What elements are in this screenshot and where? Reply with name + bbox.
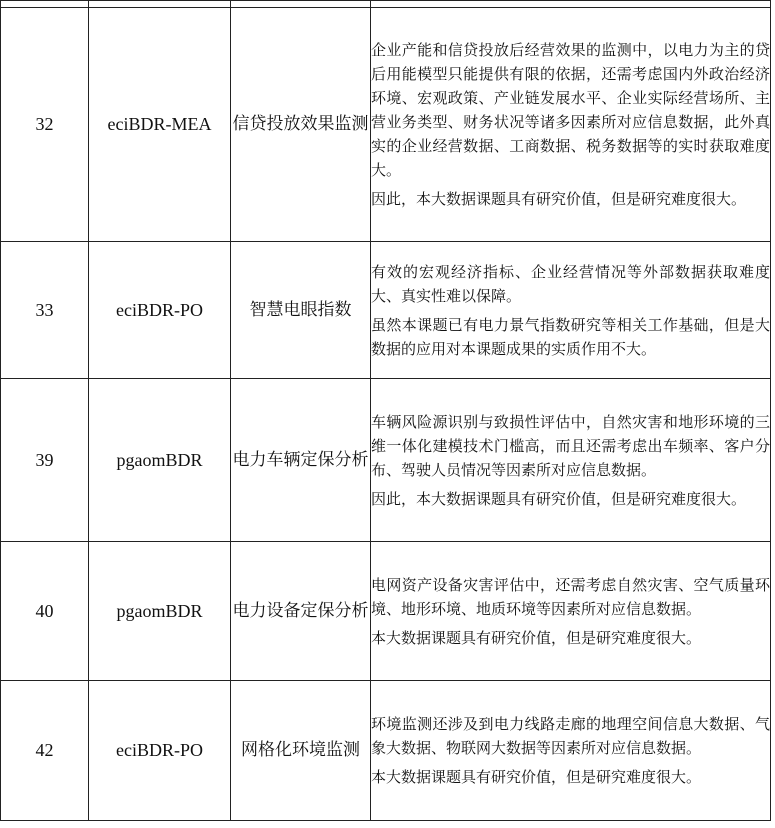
table-row: [1, 681, 771, 821]
topic-name: 信贷投放效果监测: [231, 8, 371, 242]
description-paragraph: 车辆风险源识别与致损性评估中，自然灾害和地形环境的三维一体化建模技术门槛高，而且还需考虑出车频率、客户分布、驾驶人员情况等因素所对应信息数据。: [371, 412, 770, 479]
topic-code: pgaomBDR: [89, 379, 231, 542]
row-number: 32: [1, 8, 89, 242]
topic-description: [371, 242, 771, 379]
table-row: [1, 8, 771, 242]
description-paragraph: 本大数据课题具有研究价值，但是研究难度很大。: [371, 628, 702, 647]
description-paragraph: 因此，本大数据课题具有研究价值，但是研究难度很大。: [371, 489, 747, 508]
topic-name: 电力车辆定保分析: [231, 379, 371, 542]
topic-name: 电力设备定保分析: [231, 542, 371, 681]
topic-code: pgaomBDR: [89, 542, 231, 681]
topic-name: 智慧电眼指数: [231, 242, 371, 379]
topic-description: [371, 8, 771, 242]
description-paragraph: 电网资产设备灾害评估中，还需考虑自然灾害、空气质量环境、地形环境、地质环境等因素所对应信息数据。: [371, 575, 770, 618]
topic-code: eciBDR-PO: [89, 681, 231, 821]
description-paragraph: 企业产能和信贷投放后经营效果的监测中，以电力为主的贷后用能模型只能提供有限的依据，还需考虑国内外政治经济环境、宏观政策、产业链发展水平、企业实际经营场所、主营业务类型、财务状况等诸多因素所对应信息数据，此外真实的企业经营数据、工商数据、税务数据等的实时获取难度大。: [371, 41, 770, 179]
description-paragraph: 本大数据课题具有研究价值，但是研究难度很大。: [371, 768, 702, 786]
description-paragraph: 环境监测还涉及到电力线路走廊的地理空间信息大数据、气象大数据、物联网大数据等因素所对应信息数据。: [371, 715, 770, 757]
description-paragraph: 因此，本大数据课题具有研究价值，但是研究难度很大。: [371, 190, 747, 208]
topic-code: eciBDR-PO: [89, 242, 231, 379]
table-row: [1, 542, 771, 681]
table-row: [1, 379, 771, 542]
table-row: [1, 242, 771, 379]
topic-description: [371, 681, 771, 821]
previous-row-stub: [1, 1, 771, 8]
description-paragraph: 有效的宏观经济指标、企业经营情况等外部数据获取难度大、真实性难以保障。: [371, 262, 770, 305]
topic-code: eciBDR-MEA: [89, 8, 231, 242]
row-number: 40: [1, 542, 89, 681]
row-number: 42: [1, 681, 89, 821]
row-number: 33: [1, 242, 89, 379]
description-paragraph: 虽然本课题已有电力景气指数研究等相关工作基础，但是大数据的应用对本课题成果的实质作用不大。: [371, 315, 770, 358]
topic-description: [371, 379, 771, 542]
topic-name: 网格化环境监测: [231, 681, 371, 821]
row-number: 39: [1, 379, 89, 542]
topic-description: [371, 542, 771, 681]
